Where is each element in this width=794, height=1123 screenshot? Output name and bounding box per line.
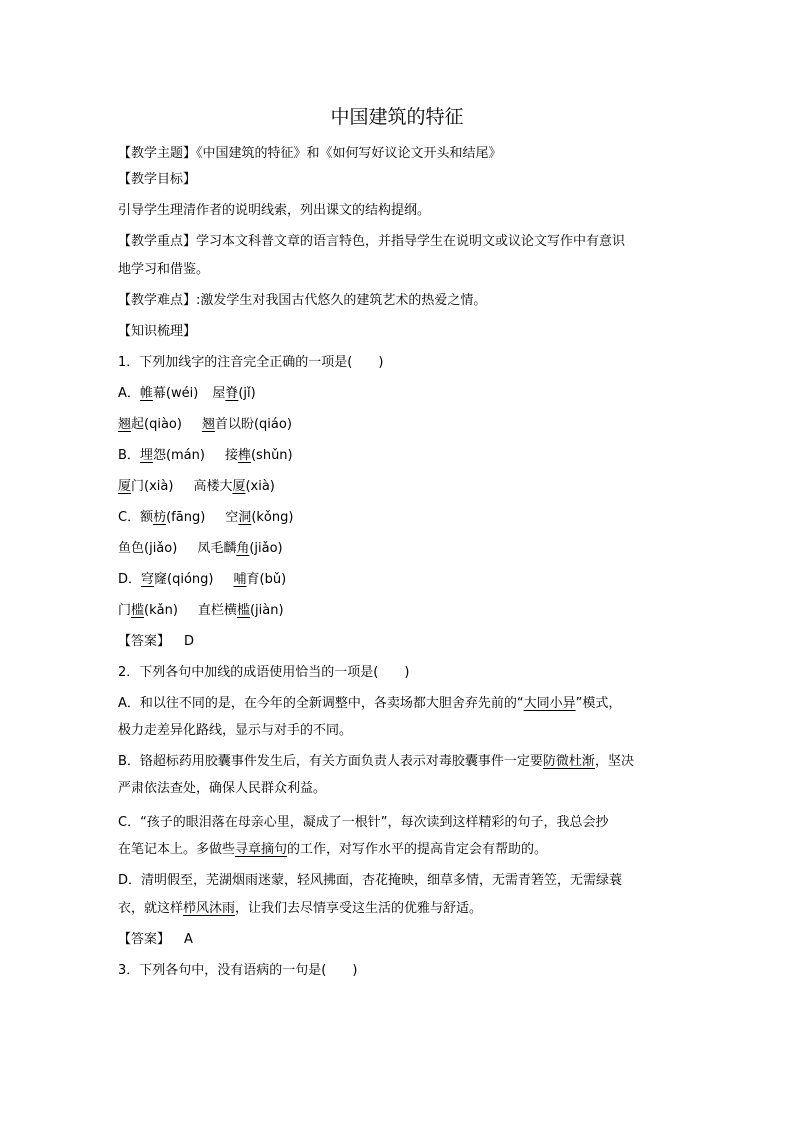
focus-label: 【教学重点】: [118, 234, 197, 249]
theme-label: 【教学主题】: [118, 146, 197, 161]
teaching-difficulty: [118, 291, 678, 311]
q1-option-c-cont: 鱼色(jiǎo) 凤毛麟角(jiǎo): [118, 541, 283, 556]
answer-value: D: [184, 634, 195, 649]
q1-option-a-cont: 翘起(qiào) 翘首以盼(qiáo): [118, 417, 292, 432]
q1-option-b-cont: 厦门(xià) 高楼大厦(xià): [118, 479, 275, 494]
q1-option-d: D．穹窿(qióng) 哺育(bǔ): [118, 572, 287, 587]
teaching-theme: [118, 144, 678, 164]
focus-text: 学习本文科普文章的语言特色，并指导学生在说明文或议论文写作中有意识: [196, 234, 626, 249]
q2-option-c-cont: 在笔记本上。多做些寻章摘句的工作，对写作水平的提高肯定会有帮助的。: [118, 842, 548, 857]
difficulty-text: :激发学生对我国古代悠久的建筑艺术的热爱之情。: [196, 293, 487, 308]
teaching-goal-text: 引导学生理清作者的说明线索，列出课文的结构提纲。: [118, 203, 431, 218]
q1-option-b: B．埋怨(mán) 接榫(shǔn): [118, 448, 293, 463]
q2-answer: [118, 930, 678, 950]
teaching-focus: [118, 232, 678, 252]
q1-answer: [118, 632, 678, 652]
teaching-goal-label: 【教学目标】: [118, 172, 197, 187]
q2-option-a-cont: 极力走差异化路线，显示与对手的不同。: [118, 723, 353, 738]
q2-option-b-cont: 严肃依法查处，确保人民群众利益。: [118, 781, 327, 796]
q2-option-d: D．清明假至，芜湖烟雨迷蒙，轻风拂面，杏花掩映，细草多情，无需青箬笠，无需绿蓑: [118, 873, 623, 888]
q2-stem: 2．下列各句中加线的成语使用恰当的一项是( ): [118, 665, 410, 680]
q2-option-b: B．铬超标药用胶囊事件发生后，有关方面负责人表示对毒胶囊事件一定要防微杜渐，坚决: [118, 754, 634, 769]
theme-text: 《中国建筑的特征》和《如何写好议论文开头和结尾》: [196, 146, 502, 161]
q3-stem: 3．下列各句中，没有语病的一句是( ): [118, 963, 358, 978]
answer-label: 【答案】: [118, 932, 171, 947]
answer-value: A: [184, 932, 193, 947]
difficulty-label: 【教学难点】: [118, 293, 197, 308]
q2-option-a: A．和以往不同的是，在今年的全新调整中，各卖场都大胆舍弃先前的“大同小异”模式，: [118, 696, 622, 711]
teaching-focus-cont: 地学习和借鉴。: [118, 262, 210, 277]
q2-option-d-cont: 衣，就这样栉风沐雨，让我们去尽情享受这生活的优雅与舒适。: [118, 901, 483, 916]
q1-option-c: C．额枋(fāng) 空洞(kǒng): [118, 510, 294, 525]
q1-option-d-cont: 门槛(kǎn) 直栏横槛(jiàn): [118, 603, 284, 618]
q1-option-a: A．帷幕(wéi) 屋脊(jǐ): [118, 386, 256, 401]
knowledge-label: 【知识梳理】: [118, 324, 197, 339]
page-title: 中国建筑的特征: [330, 106, 464, 128]
q1-stem: 1．下列加线字的注音完全正确的一项是( ): [118, 355, 384, 370]
q2-option-c: C．“孩子的眼泪落在母亲心里，凝成了一根针”，每次读到这样精彩的句子，我总会抄: [118, 815, 609, 830]
answer-label: 【答案】: [118, 634, 171, 649]
